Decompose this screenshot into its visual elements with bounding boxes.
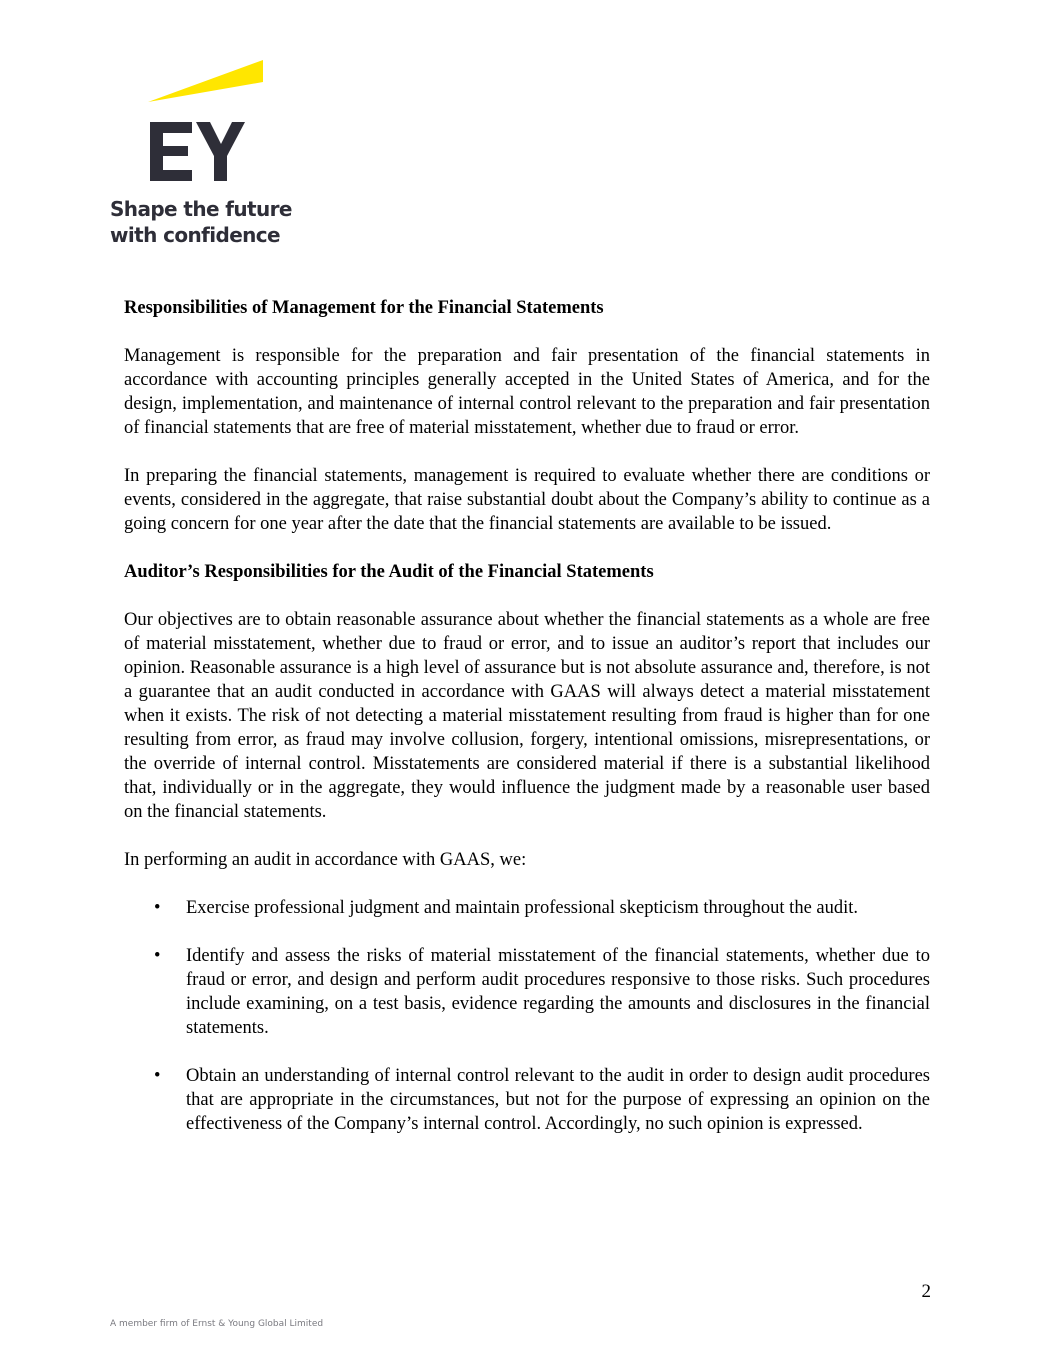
management-heading: Responsibilities of Management for the Financial Statements: [124, 298, 604, 318]
auditor-heading: Auditor’s Responsibilities for the Audit of the Financial Statements: [124, 562, 654, 582]
ey-logo: [108, 58, 308, 258]
management-paragraph-2: In preparing the financial statements, management is required to evaluate whether there are conditions or events, considered in the aggregate, that raise substantial doubt about the Company’s ability to continue as a going concern for one year after the date that the financial statements are available to be issued.: [124, 466, 930, 534]
auditor-paragraph-2: In performing an audit in accordance with GAAS, we:: [124, 850, 527, 870]
bullet-marker: •: [154, 898, 161, 918]
list-item: [124, 896, 930, 920]
logo-wordmark-ey: [150, 122, 245, 181]
auditor-paragraph-1: Our objectives are to obtain reasonable assurance about whether the financial statements as a whole are free of material misstatement, whether due to fraud or error, and to issue an auditor’s report that includes our opinion. Reasonable assurance is a high level of assurance but is not absolute assurance and, therefore, is not a guarantee that an audit conducted in accordance with GAAS will always detect a material misstatement when it exists. The risk of not detecting a material misstatement resulting from fraud is higher than for one resulting from error, as fraud may involve collusion, forgery, intentional omissions, misrepresentations, or the override of internal control. Misstatements are considered material if there is a substantial likelihood that, individually or in the aggregate, they would influence the judgment made by a reasonable user based on the financial statements.: [124, 610, 930, 822]
bullet-marker: •: [154, 946, 161, 966]
page-number: 2: [921, 1281, 931, 1302]
document-body: [124, 296, 930, 1160]
list-item-text: Obtain an understanding of internal control relevant to the audit in order to design audit procedures that are appropriate in the circumstances, but not for the purpose of expressing an opinion on the effectiveness of the Company’s internal control. Accordingly, no such opinion is expressed.: [186, 1066, 930, 1134]
ey-logo-mark: [148, 60, 268, 185]
list-item: [124, 1064, 930, 1136]
tagline-line-2: with confidence: [110, 223, 281, 247]
logo-tagline: [110, 196, 292, 248]
management-paragraph-1: Management is responsible for the preparation and fair presentation of the financial statements in accordance with accounting principles generally accepted in the United States of America, and for the design, implementation, and maintenance of internal control relevant to the preparation and fair presentation of financial statements that are free of material misstatement, whether due to fraud or error.: [124, 346, 930, 438]
list-item: [124, 944, 930, 1040]
list-item-text: Identify and assess the risks of material misstatement of the financial statements, whether due to fraud or error, and design and perform audit procedures responsive to those risks. Such procedures include examining, on a test basis, evidence regarding the amounts and disclosures in the financial statements.: [186, 946, 930, 1038]
footer-member-firm: A member firm of Ernst & Young Global Limited: [110, 1319, 324, 1329]
list-item-text: Exercise professional judgment and maintain professional skepticism throughout the audit.: [186, 898, 859, 918]
audit-procedures-list: [124, 896, 930, 1136]
tagline-line-1: Shape the future: [110, 197, 292, 221]
bullet-marker: •: [154, 1066, 161, 1086]
logo-yellow-beam: [148, 60, 263, 102]
